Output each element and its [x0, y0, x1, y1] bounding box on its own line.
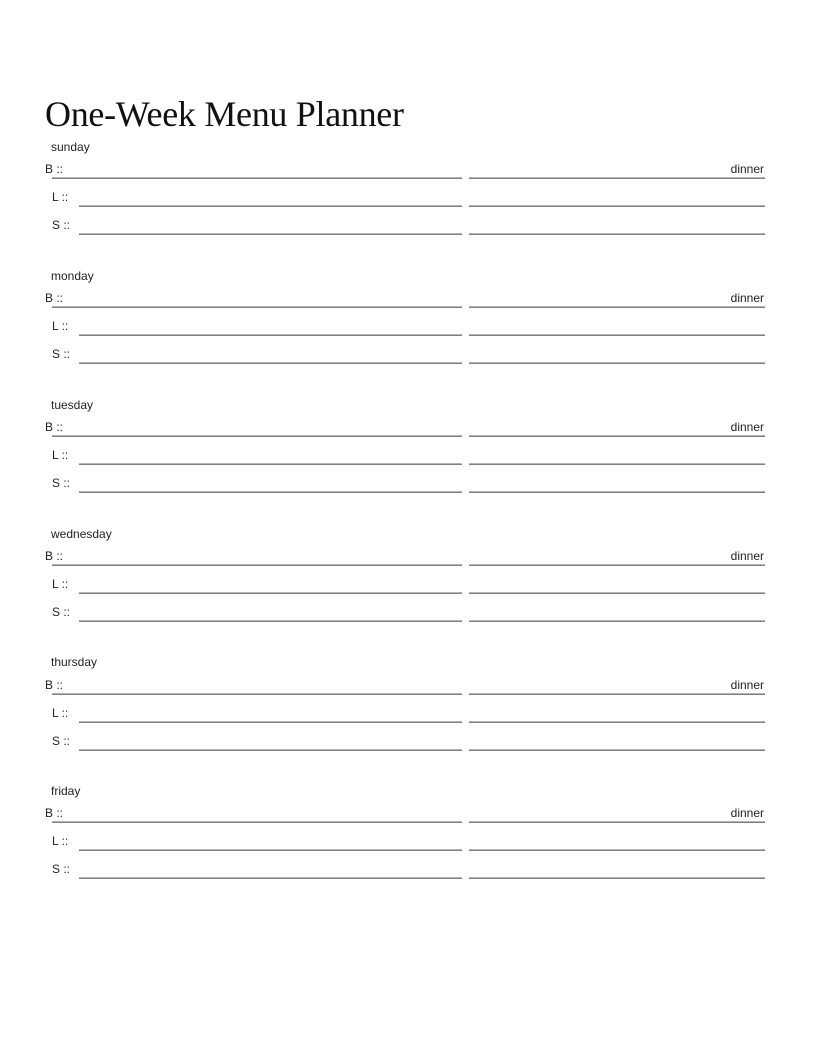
dinner-write-line[interactable]: [469, 749, 765, 751]
day-name: thursday: [51, 655, 98, 669]
breakfast-label: B ::: [45, 678, 64, 692]
page-title: One-Week Menu Planner: [45, 94, 404, 134]
breakfast-label: B ::: [45, 162, 64, 176]
meal-row-lunch: [0, 577, 816, 595]
dinner-write-line[interactable]: [469, 620, 765, 622]
snack-write-line[interactable]: [79, 877, 462, 879]
day-name: monday: [51, 269, 94, 283]
dinner-write-line[interactable]: [469, 592, 765, 594]
lunch-write-line[interactable]: [79, 334, 462, 336]
snack-label: S ::: [52, 734, 71, 748]
meal-row-breakfast: [0, 549, 816, 567]
lunch-write-line[interactable]: [79, 849, 462, 851]
day-name: friday: [51, 784, 81, 798]
snack-label: S ::: [52, 347, 71, 361]
dinner-label: dinner: [730, 420, 764, 434]
breakfast-label: B ::: [45, 291, 64, 305]
breakfast-write-line[interactable]: [52, 306, 462, 308]
dinner-label: dinner: [730, 806, 764, 820]
day-name: tuesday: [51, 398, 94, 412]
lunch-write-line[interactable]: [79, 721, 462, 723]
dinner-write-line[interactable]: [469, 877, 765, 879]
snack-label: S ::: [52, 476, 71, 490]
dinner-label: dinner: [730, 162, 764, 176]
day-section-friday: [0, 784, 816, 894]
breakfast-label: B ::: [45, 549, 64, 563]
breakfast-label: B ::: [45, 806, 64, 820]
breakfast-label: B ::: [45, 420, 64, 434]
meal-row-snack: [0, 734, 816, 752]
snack-write-line[interactable]: [79, 620, 462, 622]
dinner-write-line[interactable]: [469, 564, 765, 566]
snack-label: S ::: [52, 862, 71, 876]
lunch-label: L ::: [52, 706, 69, 720]
day-section-monday: [0, 269, 816, 379]
dinner-write-line[interactable]: [469, 721, 765, 723]
snack-write-line[interactable]: [79, 362, 462, 364]
day-section-thursday: [0, 655, 816, 765]
dinner-write-line[interactable]: [469, 306, 765, 308]
meal-row-lunch: [0, 190, 816, 208]
lunch-label: L ::: [52, 577, 69, 591]
dinner-write-line[interactable]: [469, 177, 765, 179]
meal-row-snack: [0, 605, 816, 623]
meal-row-breakfast: [0, 162, 816, 180]
day-section-tuesday: [0, 398, 816, 508]
dinner-write-line[interactable]: [469, 693, 765, 695]
dinner-label: dinner: [730, 678, 764, 692]
breakfast-write-line[interactable]: [52, 564, 462, 566]
meal-row-breakfast: [0, 806, 816, 824]
dinner-write-line[interactable]: [469, 463, 765, 465]
breakfast-write-line[interactable]: [52, 435, 462, 437]
dinner-write-line[interactable]: [469, 233, 765, 235]
meal-row-lunch: [0, 706, 816, 724]
meal-row-snack: [0, 347, 816, 365]
dinner-write-line[interactable]: [469, 435, 765, 437]
snack-write-line[interactable]: [79, 491, 462, 493]
day-name: wednesday: [51, 527, 112, 541]
dinner-label: dinner: [730, 549, 764, 563]
lunch-write-line[interactable]: [79, 592, 462, 594]
dinner-write-line[interactable]: [469, 849, 765, 851]
lunch-write-line[interactable]: [79, 463, 462, 465]
snack-label: S ::: [52, 218, 71, 232]
day-section-wednesday: [0, 527, 816, 637]
meal-row-breakfast: [0, 420, 816, 438]
breakfast-write-line[interactable]: [52, 821, 462, 823]
meal-row-breakfast: [0, 291, 816, 309]
meal-row-lunch: [0, 448, 816, 466]
day-name: sunday: [51, 140, 90, 154]
dinner-write-line[interactable]: [469, 334, 765, 336]
breakfast-write-line[interactable]: [52, 177, 462, 179]
snack-write-line[interactable]: [79, 749, 462, 751]
lunch-label: L ::: [52, 319, 69, 333]
snack-label: S ::: [52, 605, 71, 619]
dinner-write-line[interactable]: [469, 491, 765, 493]
snack-write-line[interactable]: [79, 233, 462, 235]
lunch-label: L ::: [52, 834, 69, 848]
day-section-sunday: [0, 140, 816, 250]
meal-row-breakfast: [0, 678, 816, 696]
meal-row-snack: [0, 862, 816, 880]
lunch-label: L ::: [52, 448, 69, 462]
meal-row-snack: [0, 476, 816, 494]
dinner-label: dinner: [730, 291, 764, 305]
dinner-write-line[interactable]: [469, 362, 765, 364]
meal-row-lunch: [0, 834, 816, 852]
breakfast-write-line[interactable]: [52, 693, 462, 695]
lunch-write-line[interactable]: [79, 205, 462, 207]
meal-row-snack: [0, 218, 816, 236]
dinner-write-line[interactable]: [469, 205, 765, 207]
dinner-write-line[interactable]: [469, 821, 765, 823]
lunch-label: L ::: [52, 190, 69, 204]
meal-row-lunch: [0, 319, 816, 337]
